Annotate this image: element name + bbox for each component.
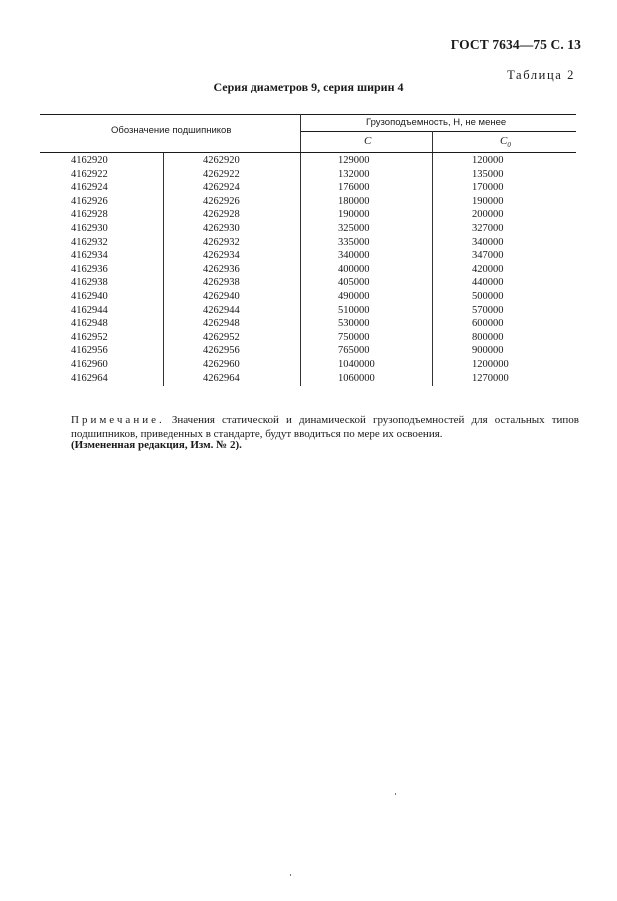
designation-b-cell: 4262956 [203, 345, 240, 357]
static-capacity-cell: 1270000 [472, 372, 509, 384]
table-row [0, 196, 617, 210]
designation-a-cell: 4162922 [71, 168, 108, 180]
static-capacity-cell: 347000 [472, 250, 504, 262]
dynamic-capacity-cell: 750000 [338, 331, 370, 343]
static-capacity-cell: 420000 [472, 263, 504, 275]
static-capacity-cell: 327000 [472, 222, 504, 234]
static-capacity-cell: 200000 [472, 209, 504, 221]
static-capacity-cell: 800000 [472, 331, 504, 343]
designation-a-cell: 4162952 [71, 331, 108, 343]
designation-b-cell: 4262932 [203, 236, 240, 248]
designation-b-cell: 4262940 [203, 290, 240, 302]
table-top-rule [40, 114, 576, 115]
table-row [0, 345, 617, 359]
dynamic-capacity-cell: 190000 [338, 209, 370, 221]
edition-note: (Измененная редакция, Изм. № 2). [71, 439, 242, 451]
dynamic-capacity-cell: 400000 [338, 263, 370, 275]
designation-a-cell: 4162956 [71, 345, 108, 357]
designation-a-cell: 4162920 [71, 155, 108, 166]
static-capacity-cell: 135000 [472, 168, 504, 180]
dynamic-capacity-cell: 180000 [338, 195, 370, 207]
dynamic-capacity-cell: 1040000 [338, 358, 375, 370]
designation-a-cell: 4162964 [71, 372, 108, 384]
scan-speck [290, 874, 291, 876]
capacity-header: Грузоподъемность, Н, не менее [366, 117, 507, 128]
subheader-divider [432, 131, 433, 152]
table-row [0, 264, 617, 278]
designation-b-cell: 4262938 [203, 277, 240, 289]
page-header: ГОСТ 7634—75 С. 13 [450, 37, 581, 52]
static-capacity-cell: 900000 [472, 345, 504, 357]
static-capacity-cell: 340000 [472, 236, 504, 248]
static-capacity-cell: 1200000 [472, 358, 509, 370]
designation-a-cell: 4162960 [71, 358, 108, 370]
dynamic-capacity-cell: 176000 [338, 182, 370, 194]
dynamic-capacity-cell: 132000 [338, 168, 370, 180]
designation-a-cell: 4162938 [71, 277, 108, 289]
designation-b-cell: 4262960 [203, 358, 240, 370]
static-capacity-cell: 570000 [472, 304, 504, 316]
designation-a-cell: 4162936 [71, 263, 108, 275]
designation-b-cell: 4262934 [203, 250, 240, 262]
designation-a-cell: 4162934 [71, 250, 108, 262]
static-capacity-cell: 440000 [472, 277, 504, 289]
note-lead: Примечание. [71, 414, 165, 426]
designation-b-cell: 4262936 [203, 263, 240, 275]
dynamic-capacity-cell: 765000 [338, 345, 370, 357]
table-row [0, 359, 617, 373]
note-paragraph [71, 413, 579, 441]
dynamic-capacity-cell: 510000 [338, 304, 370, 316]
static-header: $C_0$ [500, 135, 511, 150]
designation-b-cell: 4262930 [203, 222, 240, 234]
dynamic-header: C [364, 135, 372, 147]
static-capacity-cell: 170000 [472, 182, 504, 194]
dynamic-capacity-cell: 490000 [338, 290, 370, 302]
header-bottom-rule [40, 152, 576, 153]
designation-b-cell: 4262928 [203, 209, 240, 221]
designation-b-cell: 4262964 [203, 372, 240, 384]
designation-b-cell: 4262952 [203, 331, 240, 343]
dynamic-capacity-cell: 405000 [338, 277, 370, 289]
table-row [0, 237, 617, 251]
static-capacity-cell: 500000 [472, 290, 504, 302]
designation-b-cell: 4262924 [203, 182, 240, 194]
designation-a-cell: 4162948 [71, 318, 108, 330]
table-row [0, 209, 617, 223]
capacity-header-rule [300, 131, 576, 132]
static-capacity-cell: 190000 [472, 195, 504, 207]
designation-b-cell: 4262922 [203, 168, 240, 180]
designation-a-cell: 4162940 [71, 290, 108, 302]
designation-b-cell: 4262920 [203, 155, 240, 166]
scan-speck [395, 793, 396, 795]
table-row [0, 373, 617, 387]
static-capacity-cell: 120000 [472, 155, 504, 166]
table-row [0, 305, 617, 319]
static-capacity-cell: 600000 [472, 318, 504, 330]
table-row [0, 155, 617, 169]
series-title: Серия диаметров 9, серия ширин 4 [213, 80, 404, 94]
designation-b-cell: 4262926 [203, 195, 240, 207]
table-row [0, 291, 617, 305]
table-row [0, 169, 617, 183]
table-row [0, 277, 617, 291]
table-row [0, 332, 617, 346]
note-text: Значения статической и динамической грузоподъемностей для остальных типов подшипников, приведенных в стандарте, будут вводиться по мере их освоения. [71, 414, 580, 440]
table-label: Таблица 2 [507, 68, 575, 82]
table-row [0, 182, 617, 196]
designation-a-cell: 4162928 [71, 209, 108, 221]
designation-header: Обозначение подшипников [111, 125, 232, 136]
designation-a-cell: 4162932 [71, 236, 108, 248]
dynamic-capacity-cell: 129000 [338, 155, 370, 166]
dynamic-capacity-cell: 325000 [338, 222, 370, 234]
dynamic-capacity-cell: 340000 [338, 250, 370, 262]
designation-a-cell: 4162926 [71, 195, 108, 207]
designation-a-cell: 4162944 [71, 304, 108, 316]
table-row [0, 318, 617, 332]
designation-b-cell: 4262944 [203, 304, 240, 316]
table-body [0, 155, 617, 386]
designation-a-cell: 4162930 [71, 222, 108, 234]
designation-a-cell: 4162924 [71, 182, 108, 194]
header-divider [300, 114, 301, 152]
designation-b-cell: 4262948 [203, 318, 240, 330]
table-row [0, 223, 617, 237]
dynamic-capacity-cell: 530000 [338, 318, 370, 330]
dynamic-capacity-cell: 335000 [338, 236, 370, 248]
table-row [0, 250, 617, 264]
dynamic-capacity-cell: 1060000 [338, 372, 375, 384]
